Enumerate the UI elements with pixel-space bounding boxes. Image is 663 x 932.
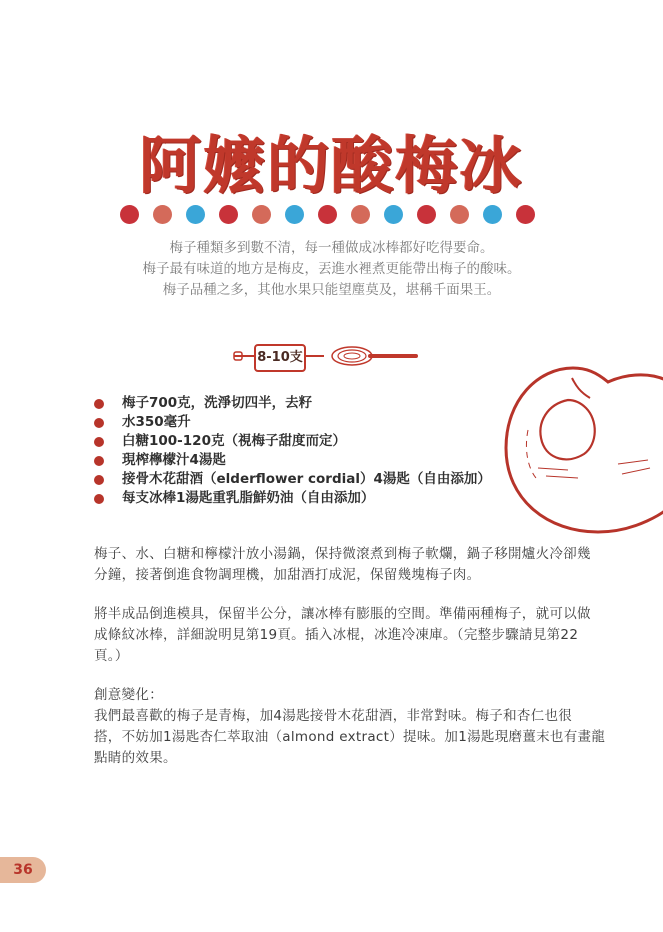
list-item: 水350毫升 xyxy=(94,413,514,432)
paragraph-line: 我們最喜歡的梅子是青梅，加4湯匙接骨木花甜酒，非常對味。梅子和杏仁也很 xyxy=(94,708,573,724)
bullet-icon xyxy=(94,456,104,466)
bullet-icon xyxy=(94,494,104,504)
method-paragraph-2 xyxy=(94,604,591,667)
list-item: 每支冰棒1湯匙重乳脂鮮奶油（自由添加） xyxy=(94,489,514,508)
decorative-dot xyxy=(384,205,403,224)
bullet-icon xyxy=(94,399,104,409)
bullet-icon xyxy=(94,437,104,447)
intro-line: 梅子最有味道的地方是梅皮，丟進水裡煮更能帶出梅子的酸味。 xyxy=(142,261,521,277)
decorative-dot xyxy=(516,205,535,224)
bullet-icon xyxy=(94,475,104,485)
paragraph-line: 點睛的效果。 xyxy=(94,750,177,766)
decorative-dot xyxy=(450,205,469,224)
paragraph-line: 搭，不妨加1湯匙杏仁萃取油（almond extract）提味。加1湯匙現磨薑末也有畫龍 xyxy=(94,729,606,745)
plum-illustration-icon xyxy=(498,360,663,540)
list-item: 白糖100-120克（視梅子甜度而定） xyxy=(94,432,514,451)
decorative-dot xyxy=(219,205,238,224)
paragraph-line: 分鐘，接著倒進食物調理機，加甜酒打成泥，保留幾塊梅子肉。 xyxy=(94,567,481,583)
list-item: 現榨檸檬汁4湯匙 xyxy=(94,451,514,470)
decorative-dot xyxy=(351,205,370,224)
decorative-dot xyxy=(318,205,337,224)
decorative-dot xyxy=(120,205,139,224)
decorative-dot xyxy=(483,205,502,224)
intro-line: 梅子種類多到數不清，每一種做成冰棒都好吃得要命。 xyxy=(169,240,494,256)
page-number: 36 xyxy=(0,857,46,883)
recipe-title: 阿嬤的酸梅冰 xyxy=(139,129,524,202)
paragraph-line: 梅子、水、白糖和檸檬汁放小湯鍋，保持微滾煮到梅子軟爛，鍋子移開爐火冷卻幾 xyxy=(94,546,591,562)
bullet-icon xyxy=(94,418,104,428)
paragraph-line: 成條紋冰棒，詳細說明見第19頁。插入冰棍，冰進冷凍庫。（完整步驟請見第22 xyxy=(94,627,579,643)
paragraph-line: 將半成品倒進模具，保留半公分，讓冰棒有膨脹的空間。準備兩種梅子，就可以做 xyxy=(94,606,591,622)
decorative-dot-row xyxy=(120,205,545,225)
intro-line: 梅子品種之多，其他水果只能望塵莫及，堪稱千面果王。 xyxy=(162,282,501,298)
decorative-dot xyxy=(252,205,271,224)
variation-paragraph xyxy=(94,685,606,769)
list-item: 梅子700克，洗淨切四半，去籽 xyxy=(94,394,514,413)
decorative-dot xyxy=(153,205,172,224)
ingredient-list xyxy=(94,394,514,508)
method-paragraph-1 xyxy=(94,544,591,586)
yield-count: 8-10支 xyxy=(254,344,306,372)
decorative-dot xyxy=(186,205,205,224)
decorative-dot xyxy=(417,205,436,224)
paragraph-heading: 創意變化： xyxy=(94,687,163,703)
paragraph-line: 頁。） xyxy=(94,648,129,664)
decorative-dot xyxy=(285,205,304,224)
whisk-icon xyxy=(330,342,420,372)
yield-banner xyxy=(232,340,417,374)
intro-text xyxy=(60,238,603,301)
list-item: 接骨木花甜酒（elderflower cordial）4湯匙（自由添加） xyxy=(94,470,514,489)
